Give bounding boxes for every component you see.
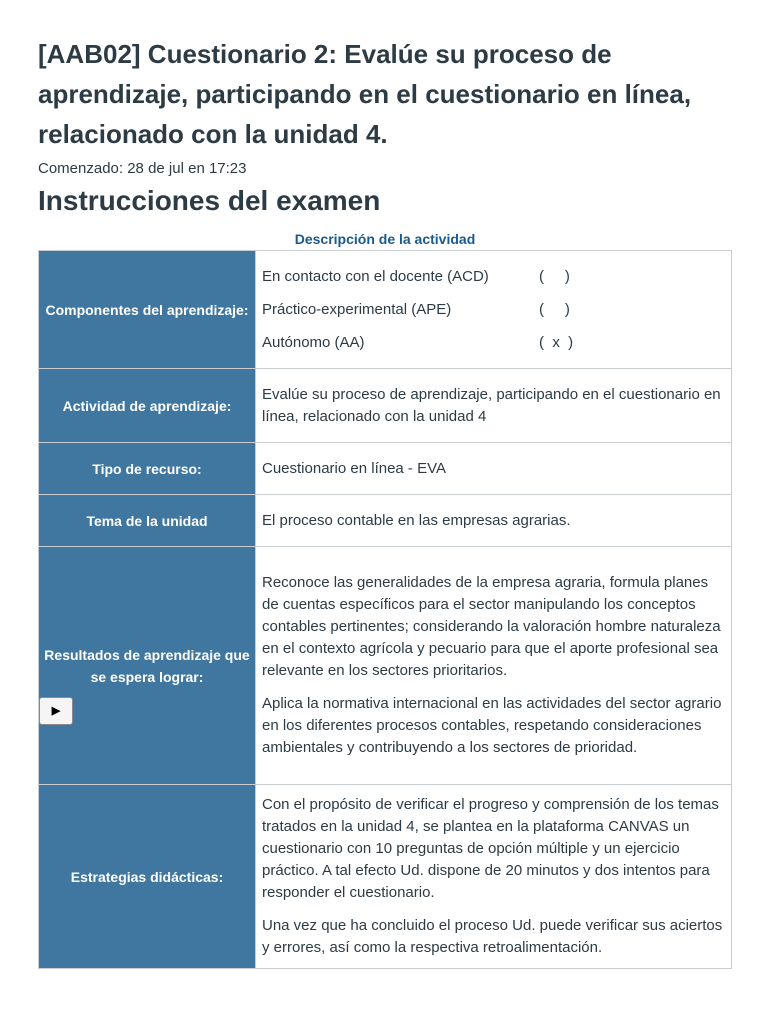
row-value-resultados	[256, 547, 732, 785]
play-button[interactable]	[39, 697, 73, 725]
activity-table	[38, 250, 732, 969]
row-label-resultados	[39, 547, 256, 785]
option-mark: ( x )	[539, 333, 574, 351]
option-acd	[262, 260, 725, 293]
table-row	[39, 443, 732, 495]
row-label-actividad: Actividad de aprendizaje:	[39, 369, 256, 443]
option-name: Autónomo (AA)	[262, 333, 365, 351]
quiz-page	[38, 0, 732, 969]
play-icon: ▶	[51, 704, 61, 717]
table-caption: Descripción de la actividad	[294, 231, 476, 247]
table-row	[39, 495, 732, 547]
row-value-tipo: Cuestionario en línea - EVA	[256, 443, 732, 495]
row-label-componentes: Componentes del aprendizaje:	[39, 251, 256, 369]
option-name: Práctico-experimental (APE)	[262, 300, 452, 318]
row-value-tema: El proceso contable en las empresas agrarias.	[256, 495, 732, 547]
table-row	[39, 547, 732, 785]
paragraph: Una vez que ha concluido el proceso Ud. puede verificar sus aciertos y errores, así como la respectiva retroalimentación.	[262, 917, 723, 956]
table-row	[39, 369, 732, 443]
started-timestamp: Comenzado: 28 de jul en 17:23	[38, 160, 247, 177]
row-value-componentes	[256, 251, 732, 369]
option-mark: ( )	[539, 267, 570, 285]
row-label-tipo: Tipo de recurso:	[39, 443, 256, 495]
table-row	[39, 785, 732, 969]
instructions-heading: Instrucciones del examen	[38, 185, 381, 216]
row-label-text: Resultados de aprendizaje que se espera lograr:	[44, 646, 250, 685]
option-ape	[262, 293, 725, 326]
row-label-estrategias: Estrategias didácticas:	[39, 785, 256, 969]
row-value-actividad: Evalúe su proceso de aprendizaje, participando en el cuestionario en línea, relacionado con la unidad 4	[256, 369, 732, 443]
paragraph: Aplica la normativa internacional en las actividades del sector agrario en los diferentes procesos contables, respetando consideraciones ambientales y contribuyendo a los sectores de prioridad.	[262, 695, 722, 756]
row-value-estrategias	[256, 785, 732, 969]
quiz-title: [AAB02] Cuestionario 2: Evalúe su proceso de aprendizaje, participando en el cuestionario en línea, relacionado con la unidad 4.	[38, 39, 692, 149]
option-aa	[262, 326, 725, 359]
option-name: En contacto con el docente (ACD)	[262, 267, 489, 285]
paragraph: Con el propósito de verificar el progreso y comprensión de los temas tratados en la unidad 4, se plantea en la plataforma CANVAS un cuestionario con 10 preguntas de opción múltiple y un ejercicio práctico. A tal efecto Ud. dispone de 20 minutos y dos intentos para responder el cuestionario.	[262, 796, 719, 901]
table-row	[39, 251, 732, 369]
row-label-tema: Tema de la unidad	[39, 495, 256, 547]
option-mark: ( )	[539, 300, 570, 318]
paragraph: Reconoce las generalidades de la empresa agraria, formula planes de cuentas específicos para el sector manipulando los conceptos contables pertinentes; considerando la valoración hombre naturaleza en el contexto agrícola y pecuario para que el aporte profesional sea relevante en los sectores prioritarios.	[262, 574, 721, 679]
